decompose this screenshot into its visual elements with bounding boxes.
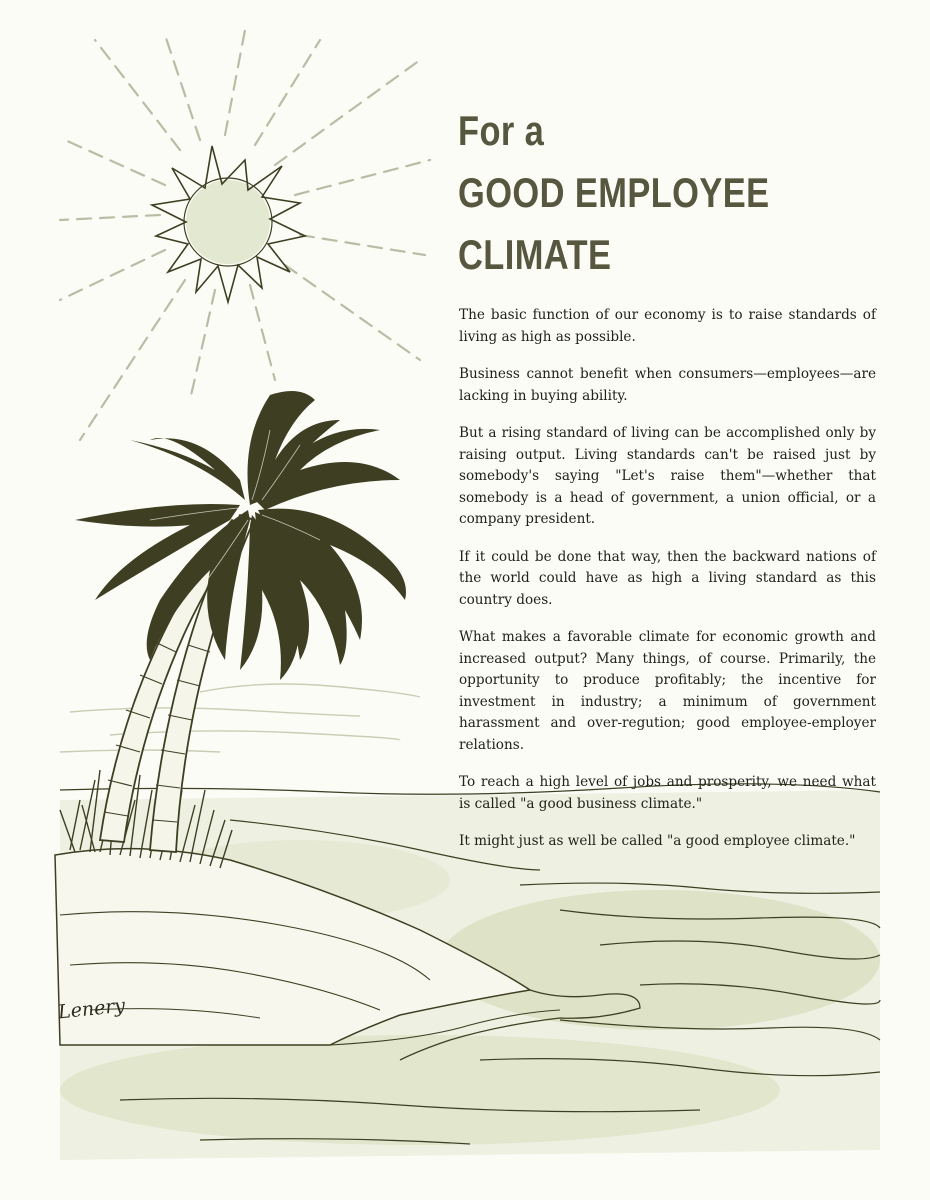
headline-line-1: For a <box>458 107 545 154</box>
paragraph-2: Business cannot benefit when consumers—employees—are lacking in buying ability. <box>459 366 876 404</box>
paragraph-1: The basic function of our economy is to raise standards of living as high as possible. <box>459 307 876 345</box>
paragraph-3: But a rising standard of living can be accomplished only by raising output. Living standards can't be raised just by somebody's saying "Let's raise them"—whether that somebody is a head of government, a union official, or a company president. <box>459 425 876 527</box>
headline-line-2: GOOD EMPLOYEE <box>458 169 770 216</box>
paragraph-6: To reach a high level of jobs and prosperity, we need what is called "a good business climate." <box>459 774 876 812</box>
clouds <box>60 684 420 752</box>
paragraph-4: If it could be done that way, then the backward nations of the world could have as high a living standard as this country does. <box>459 548 876 608</box>
paragraph-7: It might just as well be called "a good employee climate." <box>459 833 856 849</box>
body-copy <box>459 305 876 869</box>
palm-fronds <box>75 391 406 680</box>
headline <box>458 100 802 286</box>
paragraph-5: What makes a favorable climate for economic growth and increased output? Many things, of course. Primarily, the opportunity to produce profitably; the incentive for investment in industry; a minimum of government harassment and over-regution; good employee-employer relations. <box>459 629 876 753</box>
headline-line-3: CLIMATE <box>458 231 612 278</box>
sun-icon <box>152 146 305 302</box>
artist-signature: Lenery <box>57 994 127 1024</box>
